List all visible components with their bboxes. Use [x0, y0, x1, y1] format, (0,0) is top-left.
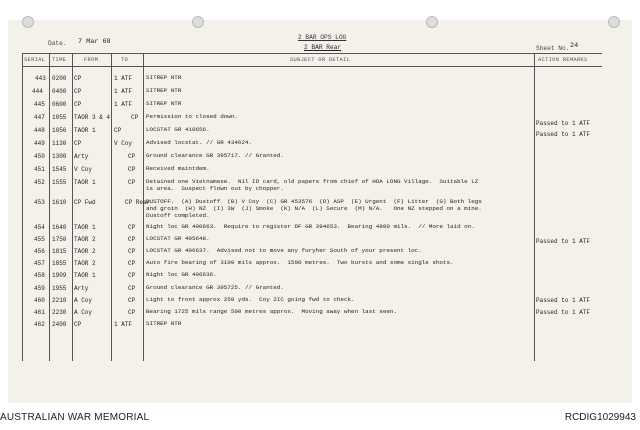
detail-line: Detained one Vietnamese. Nil ID card, old papers from chief of HOA LONG Village. Suitable LZ	[146, 178, 479, 185]
unit-title: 2 BAR OPS LOG	[298, 34, 347, 41]
detail-line: SITREP NTR	[146, 87, 182, 94]
sheet-value: 24	[570, 42, 579, 50]
time-cell: 1055	[52, 114, 67, 121]
detail-line: LOCSTAT GR 406637. Advised not to move any furyher South of your present loc.	[146, 247, 422, 254]
serial-cell: 445	[34, 101, 45, 108]
from-cell: TAOR 1	[74, 224, 96, 231]
to-cell: CP	[128, 236, 136, 243]
serial-cell: 450	[34, 153, 45, 160]
serial-cell: 457	[34, 260, 45, 267]
serial-cell: 456	[34, 248, 45, 255]
to-cell: 1 ATF	[114, 88, 133, 95]
from-cell: TAOR 3 & 4	[74, 114, 111, 121]
time-cell: 2400	[52, 321, 67, 328]
serial-cell: 448	[34, 127, 45, 134]
from-cell: CP	[74, 321, 82, 328]
time-cell: 1300	[52, 153, 67, 160]
sheet-label: Sheet No.	[536, 45, 570, 52]
time-cell: 1855	[52, 260, 67, 267]
from-cell: TAOR 1	[74, 127, 96, 134]
log-sheet	[8, 20, 632, 403]
serial-cell: 459	[34, 285, 45, 292]
time-cell: 1555	[52, 179, 67, 186]
serial-cell: 451	[34, 166, 45, 173]
detail-line: Permission to closed down.	[146, 113, 238, 120]
detail-line: SITREP NTR	[146, 100, 182, 107]
detail-line: Advised locstat. // GR 434624.	[146, 139, 253, 146]
to-cell: 1 ATF	[114, 75, 133, 82]
detail-line: LOCSTAT GR 410656.	[146, 126, 210, 133]
detail-line: Dustoff completed.	[146, 212, 210, 219]
column-header-from: FROM	[84, 57, 99, 63]
to-cell: 1 ATF	[114, 101, 133, 108]
serial-cell: 444	[32, 88, 43, 95]
column-divider	[143, 53, 144, 361]
column-divider	[534, 53, 535, 361]
to-cell: CP	[128, 309, 136, 316]
punch-hole	[608, 16, 620, 28]
time-cell: 0600	[52, 101, 67, 108]
serial-cell: 453	[34, 199, 45, 206]
date-label: Date.	[48, 40, 67, 47]
document-id: RCDIG1029943	[564, 412, 636, 423]
time-cell: 2210	[52, 297, 67, 304]
detail-line: Ground clearance GR 395725. // Granted.	[146, 284, 284, 291]
from-cell: V Coy	[74, 166, 93, 173]
from-cell: CP	[74, 140, 82, 147]
detail-line: SITREP NTR	[146, 74, 182, 81]
from-cell: CP	[74, 88, 82, 95]
from-cell: Arty	[74, 153, 89, 160]
detail-line: DUSTOFF. (A) Dustoff (B) V Coy (C) GR 453576 (D) ASP (E) Urgent (F) Litter (G) Both legs	[146, 198, 482, 205]
from-cell: TAOR 2	[74, 236, 96, 243]
column-header-detail: SUBJECT OR DETAIL	[290, 57, 351, 63]
detail-line: Bearing 1725 mils range 500 metres approx. Moving away when last seen.	[146, 308, 397, 315]
time-cell: 1130	[52, 140, 67, 147]
from-cell: A Coy	[74, 309, 93, 316]
serial-cell: 462	[34, 321, 45, 328]
serial-cell: 452	[34, 179, 45, 186]
to-cell: CP	[128, 166, 136, 173]
serial-cell: 455	[34, 236, 45, 243]
column-header-time: TIME	[52, 57, 67, 63]
punch-hole	[426, 16, 438, 28]
punch-hole	[192, 16, 204, 28]
detail-line: Light to front approx 250 yds. Coy 2IC going fwd to check.	[146, 296, 355, 303]
to-cell: CP	[131, 114, 139, 121]
time-cell: 1545	[52, 166, 67, 173]
detail-line: Ground clearance GR 395717. // Granted.	[146, 152, 284, 159]
detail-line: SITREP NTR	[146, 320, 182, 327]
column-header-serial: SERIAL	[24, 57, 46, 63]
from-cell: TAOR 1	[74, 272, 96, 279]
from-cell: TAOR 1	[74, 179, 96, 186]
serial-cell: 443	[35, 75, 46, 82]
to-cell: CP	[128, 297, 136, 304]
to-cell: CP	[128, 224, 136, 231]
to-cell: CP Rear	[125, 199, 151, 206]
to-cell: V Coy	[114, 140, 133, 147]
serial-cell: 458	[34, 272, 45, 279]
to-cell: CP	[128, 285, 136, 292]
table-top-rule	[22, 53, 602, 54]
detail-line: Night loc GR 400663. Require to register DF GR 394653. Bearing 4800 mils. // More laid on.	[146, 223, 475, 230]
from-cell: A Coy	[74, 297, 93, 304]
to-cell: CP	[128, 179, 136, 186]
to-cell: CP	[128, 272, 136, 279]
time-cell: 1610	[52, 199, 67, 206]
detail-line: LOCSTAT GR 405648.	[146, 235, 210, 242]
table-header-rule	[22, 66, 602, 67]
serial-cell: 461	[34, 309, 45, 316]
to-cell: CP	[114, 127, 122, 134]
remark-cell: Passed to 1 ATF	[536, 297, 591, 304]
from-cell: CP Fwd	[74, 199, 96, 206]
time-cell: 1955	[52, 285, 67, 292]
to-cell: CP	[128, 248, 136, 255]
detail-line: Received maintdem.	[146, 165, 210, 172]
detail-line: Auto fire bearing of 3100 mils approx. 1500 metres. Two bursts and some single shots.	[146, 259, 454, 266]
serial-cell: 460	[34, 297, 45, 304]
time-cell: 1640	[52, 224, 67, 231]
date-value: 7 Mar 68	[78, 38, 111, 46]
from-cell: TAOR 2	[74, 248, 96, 255]
column-divider	[111, 53, 112, 361]
remark-cell: Passed to 1 ATF	[536, 309, 591, 316]
archive-credit: AUSTRALIAN WAR MEMORIAL	[0, 412, 150, 423]
serial-cell: 454	[34, 224, 45, 231]
from-cell: TAOR 2	[74, 260, 96, 267]
time-cell: 0400	[52, 88, 67, 95]
detail-line: Night loc GR 406636.	[146, 271, 217, 278]
unit-subtitle: 2 BAR Rear	[304, 44, 342, 51]
from-cell: CP	[74, 75, 82, 82]
serial-cell: 447	[34, 114, 45, 121]
remark-cell: Passed to 1 ATF	[536, 120, 591, 127]
column-header-remarks: ACTION REMARKS	[538, 57, 588, 63]
time-cell: 0200	[52, 75, 67, 82]
time-cell: 1815	[52, 248, 67, 255]
serial-cell: 449	[34, 140, 45, 147]
detail-line: and groin (H) NZ (I) 3W (J) Smoke (K) N/A (L) Secure (M) N/A. One NZ stepped on a mine.	[146, 205, 482, 212]
column-divider	[22, 53, 23, 361]
from-cell: CP	[74, 101, 82, 108]
to-cell: CP	[128, 260, 136, 267]
time-cell: 1750	[52, 236, 67, 243]
column-divider	[72, 53, 73, 361]
punch-hole	[22, 16, 34, 28]
from-cell: Arty	[74, 285, 89, 292]
time-cell: 2230	[52, 309, 67, 316]
remark-cell: Passed to 1 ATF	[536, 131, 591, 138]
column-header-to: TO	[121, 57, 129, 63]
remark-cell: Passed to 1 ATF	[536, 238, 591, 245]
to-cell: CP	[128, 153, 136, 160]
to-cell: 1 ATF	[114, 321, 133, 328]
column-divider	[49, 53, 50, 361]
detail-line: is area. Suspect flown out by chopper.	[146, 185, 284, 192]
time-cell: 1909	[52, 272, 67, 279]
time-cell: 1056	[52, 127, 67, 134]
